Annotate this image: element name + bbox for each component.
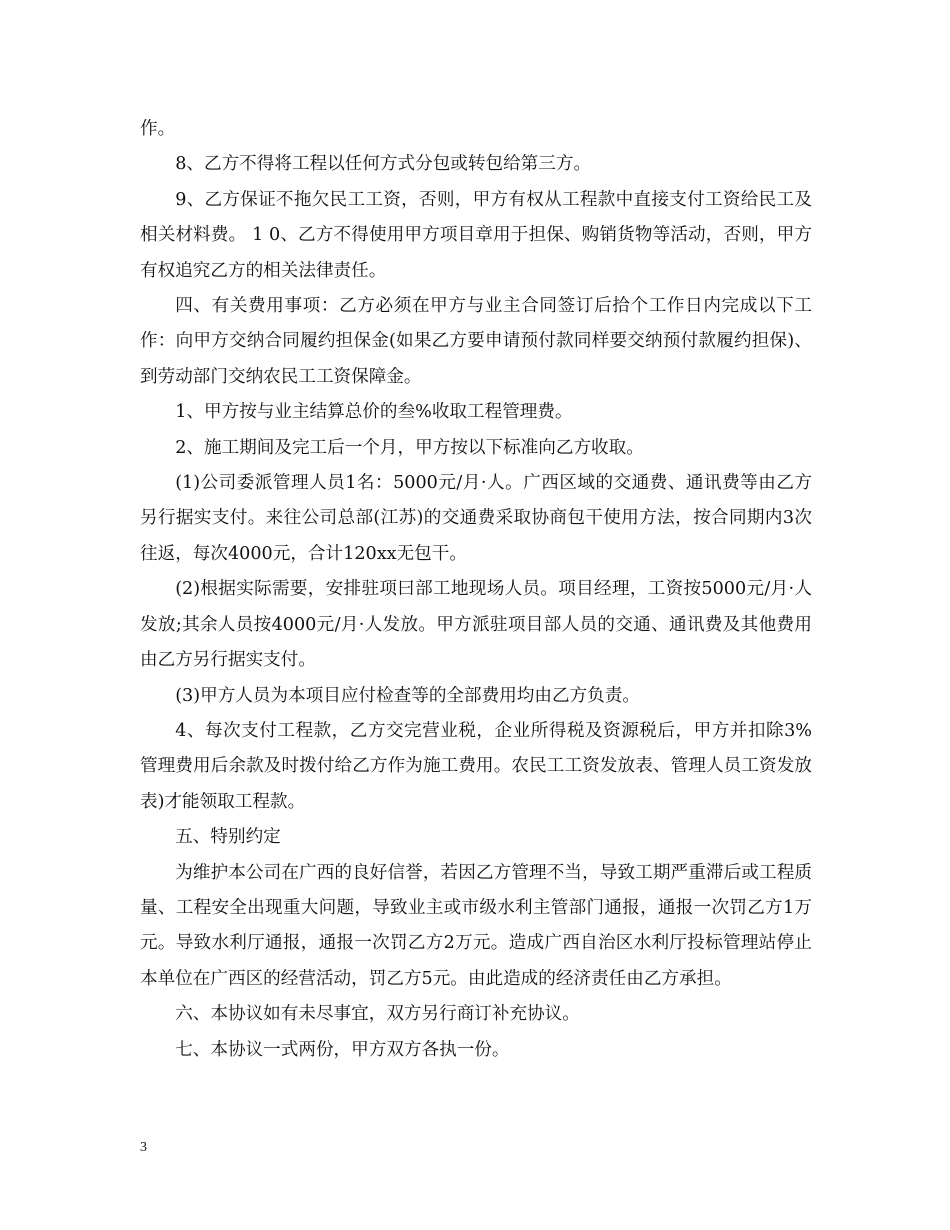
- paragraph-special-agreement: 为维护本公司在广西的良好信誉，若因乙方管理不当，导致工期严重滞后或工程质量、工程安全出现重大问题，导致业主或市级水利主管部门通报，通报一次罚乙方1万元。导致水利厅通报，通报一次罚乙方2万元。造成广西自治区水利厅投标管理站停止本单位在广西区的经营活动，罚乙方5元。由此造成的经济责任由乙方承担。: [140, 862, 812, 989]
- paragraph-clause-8: 8、乙方不得将工程以任何方式分包或转包给第三方。: [175, 154, 592, 175]
- paragraph-fee-subitem-3: (3)甲方人员为本项目应付检查等的全部费用均由乙方负责。: [175, 685, 640, 706]
- paragraph-fee-subitem-1: (1)公司委派管理人员1名：5000元/月·人。广西区域的交通费、通讯费等由乙方另行据实支付。来往公司总部(江苏)的交通费采取协商包干使用方法，按合同期内3次往返，每次4000元，合计120xx无包干。: [140, 473, 812, 564]
- paragraph-clause-9-10: 9、乙方保证不拖欠民工工资，否则，甲方有权从工程款中直接支付工资给民工及相关材料费。 1 0、乙方不得使用甲方项目章用于担保、购销货物等活动，否则，甲方有权追究乙方的相关法律责任。: [140, 189, 812, 281]
- page-number: 3: [140, 1140, 147, 1155]
- document-body: [140, 112, 812, 1068]
- paragraph-section-5-heading: 五、特别约定: [175, 827, 281, 848]
- paragraph-section-6: 六、本协议如有未尽事宜，双方另行商订补充协议。: [175, 1004, 580, 1025]
- paragraph-fee-item-1: 1、甲方按与业主结算总价的叁%收取工程管理费。: [175, 402, 573, 423]
- paragraph-section-4-fees: 四、有关费用事项：乙方必须在甲方与业主合同签订后拾个工作日内完成以下工作：向甲方交纳合同履约担保金(如果乙方要申请预付款同样要交纳预付款履约担保)、到劳动部门交纳农民工工资保障金。: [140, 296, 812, 387]
- paragraph-fee-item-2: 2、施工期间及完工后一个月，甲方按以下标准向乙方收取。: [175, 437, 644, 458]
- paragraph-section-7: 七、本协议一式两份，甲方双方各执一份。: [175, 1039, 510, 1060]
- paragraph-continuation: 作。: [140, 119, 176, 139]
- paragraph-fee-item-4: 4、每次支付工程款，乙方交完营业税，企业所得税及资源税后，甲方并扣除3%管理费用后余款及时拨付给乙方作为施工费用。农民工工资发放表、管理人员工资发放表)才能领取工程款。: [140, 720, 812, 812]
- paragraph-fee-subitem-2: (2)根据实际需要，安排驻项曰部工地现场人员。项目经理，工资按5000元/月·人发放;其余人员按4000元/月·人发放。甲方派驻项目部人员的交通、通讯费及其他费用由乙方另行据实支付。: [140, 579, 812, 671]
